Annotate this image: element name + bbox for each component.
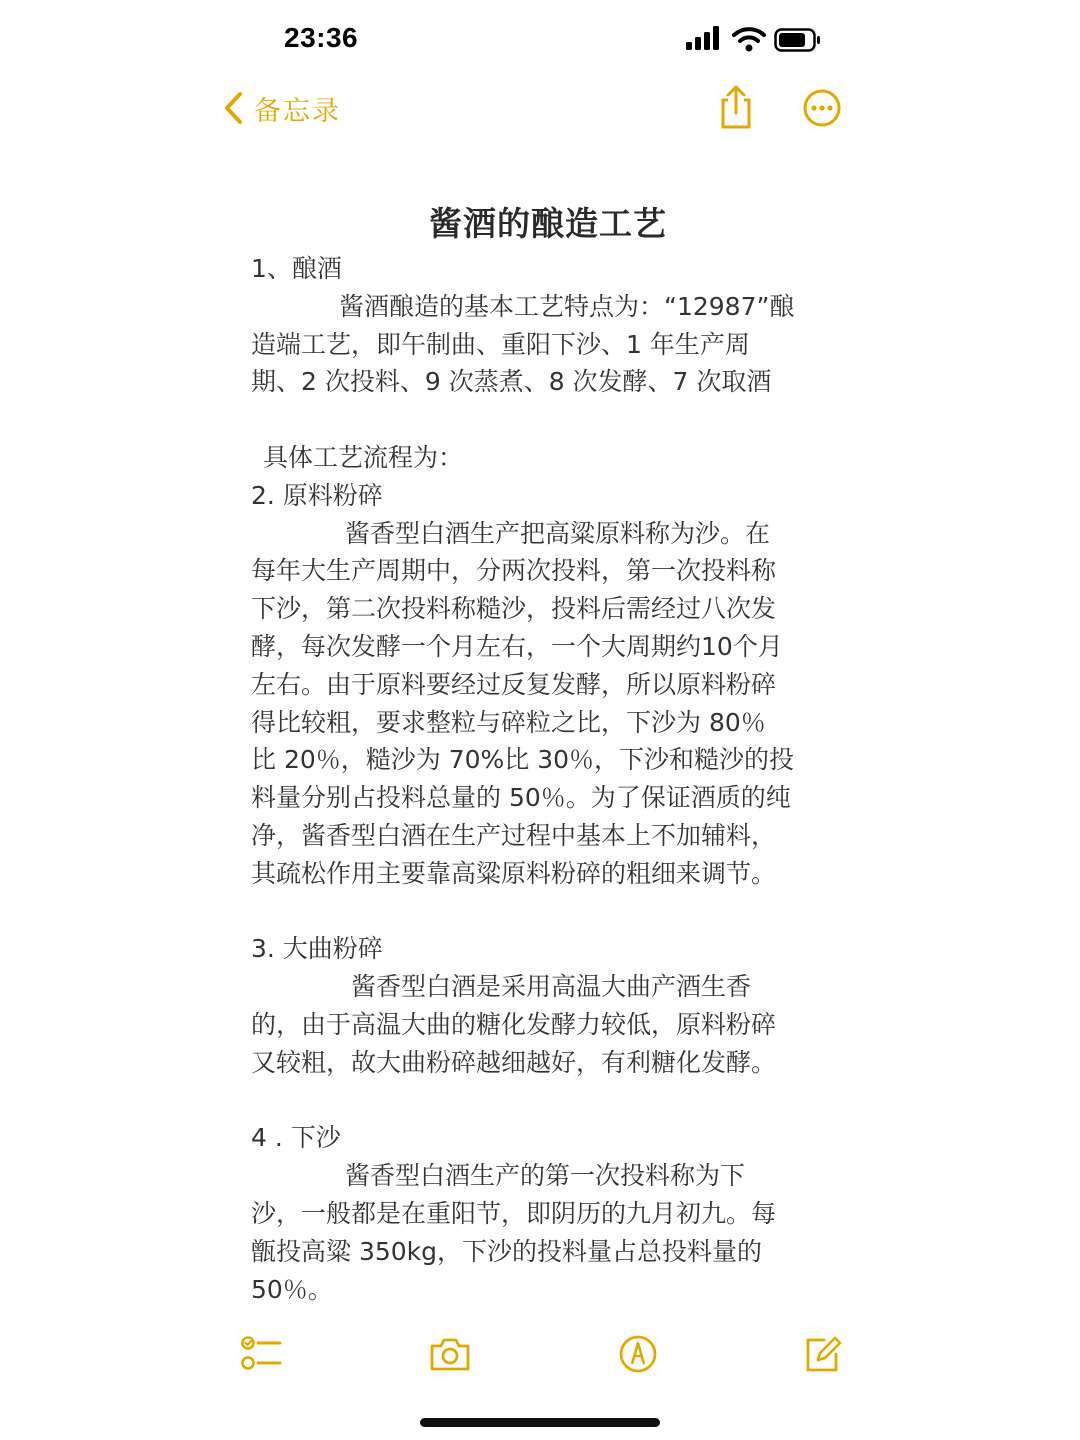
note-line: 比 20％，糙沙为 70%比 30％，下沙和糙沙的投: [251, 745, 795, 775]
note-line: 酱香型白酒生产的第一次投料称为下: [345, 1161, 746, 1191]
note-line: 1、酿酒: [251, 254, 342, 283]
note-line: 的，由于高温大曲的糖化发酵力较低，原料粉碎: [251, 1009, 777, 1039]
camera-icon[interactable]: [428, 1334, 472, 1374]
share-icon[interactable]: [716, 84, 756, 130]
note-line: 3. 大曲粉碎: [251, 934, 383, 964]
chevron-left-icon: [222, 91, 244, 125]
note-line: 具体工艺流程为：: [263, 442, 464, 472]
note-line: 2. 原料粉碎: [251, 480, 383, 510]
note-line: 造端工艺，即午制曲、重阳下沙、1 年生产周: [251, 329, 750, 359]
note-blank-line: [251, 401, 836, 439]
back-button[interactable]: [222, 86, 341, 130]
cellular-signal-icon: [684, 26, 724, 50]
note-line: 50％。: [251, 1274, 333, 1304]
note-line: 料量分别占投料总量的 50％。为了保证酒质的纯: [251, 783, 791, 813]
back-label: 备忘录: [254, 95, 341, 127]
note-line: 净，酱香型白酒在生产过程中基本上不加辅料，: [251, 820, 777, 850]
note-blank-line: [251, 893, 836, 931]
note-line: 其疏松作用主要靠高粱原料粉碎的粗细来调节。: [251, 858, 777, 888]
home-indicator[interactable]: [420, 1418, 660, 1427]
note-line: 酱香型白酒生产把高粱原料称为沙。在: [345, 518, 771, 548]
battery-icon: [774, 28, 822, 52]
status-time: 23:36: [284, 22, 359, 53]
status-icons: [684, 26, 824, 54]
note-line: 左右。由于原料要经过反复发酵，所以原料粉碎: [251, 669, 777, 699]
wifi-icon: [732, 26, 766, 52]
note-line: 酱香型白酒是采用高温大曲产酒生香: [351, 972, 752, 1002]
note-line: 4 . 下沙: [251, 1123, 341, 1153]
note-line: 酵，每次发酵一个月左右，一个大周期约10个月: [251, 631, 783, 661]
note-blank-line: [251, 1082, 836, 1120]
more-icon[interactable]: [802, 88, 842, 128]
note-line: 得比较粗，要求整粒与碎粒之比，下沙为 80％: [251, 707, 766, 737]
note-title: 酱酒的酿造工艺: [429, 204, 667, 243]
markup-icon[interactable]: [616, 1334, 660, 1374]
note-line: 甑投高粱 350kg，下沙的投料量占总投料量的: [251, 1236, 763, 1266]
note-line: 期、2 次投料、9 次蒸煮、8 次发酵、7 次取酒: [251, 367, 772, 397]
note-line: 沙，一般都是在重阳节，即阴历的九月初九。每: [251, 1198, 777, 1228]
checklist-icon[interactable]: [240, 1334, 284, 1374]
note-body[interactable]: [251, 250, 836, 1308]
note-line: 下沙，第二次投料称糙沙，投料后需经过八次发: [251, 594, 777, 624]
compose-icon[interactable]: [802, 1334, 846, 1374]
note-line: 酱酒酿造的基本工艺特点为：“12987”酿: [339, 291, 795, 321]
note-line: 又较粗，故大曲粉碎越细越好，有利糖化发酵。: [251, 1047, 777, 1077]
note-line: 每年大生产周期中，分两次投料，第一次投料称: [251, 556, 777, 586]
